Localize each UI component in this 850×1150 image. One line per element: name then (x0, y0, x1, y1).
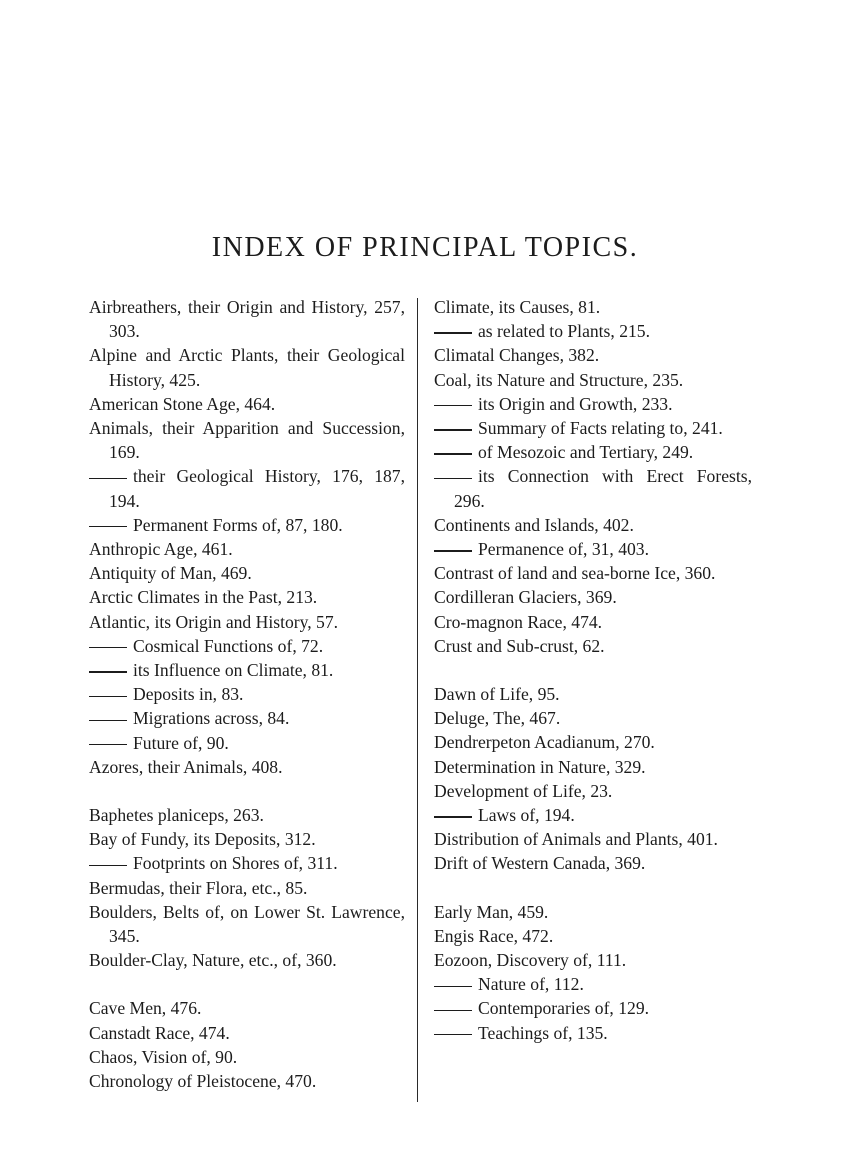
index-entry (89, 1069, 405, 1093)
entry-text: Migrations across, 84. (133, 708, 290, 729)
entry-text: its Origin and Growth, 233. (478, 393, 673, 414)
ditto-dash (434, 1010, 472, 1011)
entry-text: Continents and Islands, 402. (434, 514, 634, 535)
index-entry (89, 392, 405, 416)
page-title: INDEX OF PRINCIPAL TOPICS. (211, 232, 639, 263)
index-entry (89, 827, 405, 851)
ditto-dash (89, 526, 127, 527)
index-entry (434, 561, 752, 585)
section-gap (89, 779, 405, 803)
index-entry (89, 900, 405, 948)
entry-text: Cro-magnon Race, 474. (434, 611, 603, 632)
index-entry (89, 1021, 405, 1045)
entry-text: Animals, their Apparition and Succession, 169. (89, 418, 405, 463)
index-subentry (89, 658, 405, 682)
index-entry (89, 876, 405, 900)
entry-text: Early Man, 459. (434, 901, 549, 922)
entry-text: Laws of, 194. (478, 805, 575, 826)
index-entry (89, 585, 405, 609)
index-entry (434, 827, 752, 851)
index-subentry (89, 464, 405, 512)
ditto-dash (89, 647, 127, 648)
index-subentry (434, 440, 752, 464)
index-entry (434, 634, 752, 658)
entry-text: Alpine and Arctic Plants, their Geological History, 425. (89, 345, 405, 390)
entry-text: Nature of, 112. (478, 974, 584, 995)
entry-text: Azores, their Animals, 408. (89, 756, 283, 777)
entry-text: Deposits in, 83. (133, 684, 244, 705)
index-column-right (434, 295, 752, 1045)
entry-text: Deluge, The, 467. (434, 708, 561, 729)
ditto-dash (89, 478, 127, 479)
index-entry (434, 755, 752, 779)
index-subentry (89, 851, 405, 875)
entry-text: Permanent Forms of, 87, 180. (133, 514, 343, 535)
index-entry (89, 755, 405, 779)
index-entry (89, 610, 405, 634)
ditto-dash (434, 478, 472, 479)
index-entry (434, 585, 752, 609)
ditto-dash (89, 671, 127, 672)
entry-text: Permanence of, 31, 403. (478, 539, 649, 560)
ditto-dash (434, 1034, 472, 1035)
entry-text: Chaos, Vision of, 90. (89, 1046, 238, 1067)
entry-text: Dendrerpeton Acadianum, 270. (434, 732, 655, 753)
entry-text: Cordilleran Glaciers, 369. (434, 587, 617, 608)
entry-text: Footprints on Shores of, 311. (133, 853, 338, 874)
ditto-dash (434, 405, 472, 406)
index-subentry (434, 1021, 752, 1045)
section-gap (89, 972, 405, 996)
index-subentry (434, 319, 752, 343)
entry-text: Bermudas, their Flora, etc., 85. (89, 877, 308, 898)
entry-text: Climate, its Causes, 81. (434, 297, 601, 317)
entry-text: Determination in Nature, 329. (434, 756, 646, 777)
index-entry (434, 368, 752, 392)
index-entry (434, 343, 752, 367)
entry-text: Eozoon, Discovery of, 111. (434, 950, 627, 971)
index-entry (434, 851, 752, 875)
index-entry (434, 682, 752, 706)
index-entry (89, 803, 405, 827)
entry-text: Canstadt Race, 474. (89, 1022, 230, 1043)
index-entry (434, 900, 752, 924)
entry-text: Coal, its Nature and Structure, 235. (434, 369, 684, 390)
entry-text: Engis Race, 472. (434, 925, 554, 946)
index-entry (434, 706, 752, 730)
section-gap (434, 658, 752, 682)
entry-text: their Geological History, 176, 187, 194. (109, 466, 405, 511)
entry-text: Cave Men, 476. (89, 998, 202, 1019)
ditto-dash (89, 744, 127, 745)
ditto-dash (434, 816, 472, 817)
entry-text: Chronology of Pleistocene, 470. (89, 1071, 317, 1092)
ditto-dash (89, 696, 127, 697)
entry-text: Arctic Climates in the Past, 213. (89, 587, 318, 608)
entry-text: Drift of Western Canada, 369. (434, 853, 646, 874)
index-entry (89, 948, 405, 972)
entry-text: Boulders, Belts of, on Lower St. Lawrence, 345. (89, 901, 405, 947)
entry-text: Dawn of Life, 95. (434, 684, 560, 705)
index-subentry (434, 803, 752, 827)
entry-text: its Connection with Erect Forests, 296. (454, 466, 752, 511)
index-entry (434, 610, 752, 634)
index-subentry (434, 972, 752, 996)
index-entry (89, 996, 405, 1020)
index-subentry (434, 996, 752, 1020)
entry-text: its Influence on Climate, 81. (133, 660, 334, 681)
index-entry (434, 513, 752, 537)
entry-text: Teachings of, 135. (478, 1022, 608, 1043)
entry-text: Airbreathers, their Origin and History, 257, 303. (89, 297, 405, 342)
index-subentry (89, 682, 405, 706)
index-subentry (434, 464, 752, 512)
entry-text: Contemporaries of, 129. (478, 998, 650, 1019)
entry-text: Future of, 90. (133, 732, 229, 753)
ditto-dash (89, 865, 127, 866)
index-entry (89, 561, 405, 585)
entry-text: of Mesozoic and Tertiary, 249. (478, 442, 694, 463)
entry-text: as related to Plants, 215. (478, 321, 650, 342)
entry-text: American Stone Age, 464. (89, 393, 276, 414)
entry-text: Baphetes planiceps, 263. (89, 805, 264, 826)
index-entry (89, 1045, 405, 1069)
entry-text: Cosmical Functions of, 72. (133, 635, 324, 656)
entry-text: Boulder-Clay, Nature, etc., of, 360. (89, 950, 337, 971)
index-entry (89, 295, 405, 343)
entry-text: Crust and Sub-crust, 62. (434, 635, 605, 656)
ditto-dash (434, 550, 472, 551)
entry-text: Bay of Fundy, its Deposits, 312. (89, 829, 316, 850)
index-subentry (89, 731, 405, 755)
index-entry (434, 924, 752, 948)
ditto-dash (89, 720, 127, 721)
entry-text: Antiquity of Man, 469. (89, 563, 252, 584)
entry-text: Climatal Changes, 382. (434, 345, 600, 366)
entry-text: Contrast of land and sea-borne Ice, 360. (434, 563, 716, 584)
entry-text: Summary of Facts relating to, 241. (478, 418, 723, 439)
index-entry (434, 779, 752, 803)
index-entry (434, 730, 752, 754)
index-subentry (434, 392, 752, 416)
index-entry (434, 295, 752, 319)
index-subentry (89, 513, 405, 537)
index-entry (89, 343, 405, 391)
ditto-dash (434, 986, 472, 987)
column-divider (417, 298, 418, 1102)
entry-text: Atlantic, its Origin and History, 57. (89, 611, 339, 632)
index-subentry (89, 706, 405, 730)
index-subentry (434, 416, 752, 440)
index-entry (89, 416, 405, 464)
index-column-left (89, 295, 405, 1093)
ditto-dash (434, 429, 472, 430)
index-subentry (434, 537, 752, 561)
entry-text: Distribution of Animals and Plants, 401. (434, 829, 718, 850)
index-entry (89, 537, 405, 561)
index-entry (434, 948, 752, 972)
entry-text: Development of Life, 23. (434, 780, 613, 801)
ditto-dash (434, 453, 472, 454)
index-subentry (89, 634, 405, 658)
section-gap (434, 876, 752, 900)
entry-text: Anthropic Age, 461. (89, 539, 233, 560)
ditto-dash (434, 332, 472, 333)
